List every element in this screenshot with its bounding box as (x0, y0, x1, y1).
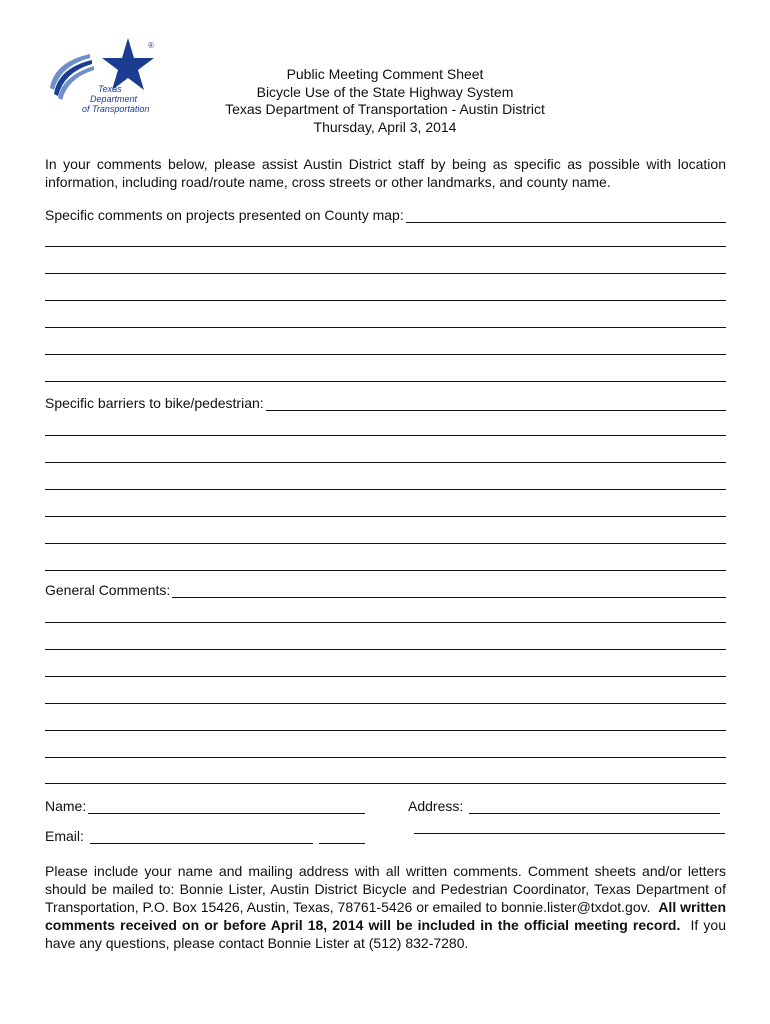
comment-line[interactable] (45, 516, 726, 517)
comment-line[interactable] (45, 354, 726, 355)
footer-text: Please include your name and mailing address with all written comments. Comment sheets and/or letters should be mailed to: Bonnie Lister, Austin District Bicycle and Pedestrian Coordinator, Texas Department of Transportation, P.O. Box 15426, Austin, Texas, 78761-5426 or emailed to bonnie.lister@txdot.gov. (45, 863, 726, 915)
general-comments-label: General Comments: (45, 582, 171, 598)
barriers-input-line[interactable] (266, 396, 726, 411)
email-input-line[interactable] (90, 829, 313, 844)
email-label: Email: (45, 828, 84, 844)
name-input-line[interactable] (88, 799, 365, 814)
comment-line[interactable] (45, 703, 726, 704)
footer-deadline-text: All written comments received on or before April 18, 2014 will be included in the official meeting record. (45, 899, 727, 933)
general-comments-field[interactable] (45, 580, 726, 598)
logo-text-transportation: of Transportation (82, 104, 150, 114)
comment-line[interactable] (45, 757, 726, 758)
address-line-2[interactable] (414, 833, 725, 834)
general-comments-input-line[interactable] (172, 583, 726, 598)
comment-line[interactable] (45, 570, 726, 571)
comment-line[interactable] (45, 246, 726, 247)
name-field[interactable] (45, 796, 365, 814)
footer-paragraph (45, 862, 726, 952)
comment-line[interactable] (45, 543, 726, 544)
address-field[interactable] (408, 796, 720, 814)
footer-contact-text: If you have any questions, please contact Bonnie Lister at (512) 832-7280. (45, 917, 726, 951)
county-map-comments-input-line[interactable] (406, 208, 726, 223)
address-label: Address: (408, 798, 464, 814)
registered-mark: ® (148, 41, 154, 50)
county-map-comments-field[interactable] (45, 205, 726, 223)
comment-line[interactable] (45, 300, 726, 301)
header-subtitle: Bicycle Use of the State Highway System (256, 83, 514, 100)
comment-line[interactable] (45, 489, 726, 490)
barriers-field[interactable] (45, 393, 726, 411)
comment-line[interactable] (45, 462, 726, 463)
comment-line[interactable] (45, 435, 726, 436)
header-title: Public Meeting Comment Sheet (286, 66, 484, 82)
comment-line[interactable] (45, 381, 726, 382)
county-map-comments-label: Specific comments on projects presented on County map: (45, 207, 404, 223)
header-district: Texas Department of Transportation - Austin District (225, 101, 545, 117)
comment-line[interactable] (45, 676, 726, 677)
comment-line[interactable] (45, 783, 726, 784)
document-header (130, 66, 640, 136)
intro-paragraph: In your comments below, please assist Austin District staff by being as specific as possible with location information, including road/route name, cross streets or other landmarks, and county name. (45, 156, 726, 190)
header-date: Thursday, April 3, 2014 (313, 118, 457, 135)
comment-line[interactable] (45, 622, 726, 623)
address-input-line[interactable] (469, 799, 720, 814)
logo-text-texas: Texas (98, 84, 122, 94)
comment-line[interactable] (45, 327, 726, 328)
barriers-label: Specific barriers to bike/pedestrian: (45, 395, 264, 411)
comment-line[interactable] (45, 649, 726, 650)
name-label: Name: (45, 798, 87, 814)
email-input-line-end[interactable] (319, 829, 365, 844)
email-field[interactable] (45, 826, 365, 844)
comment-line[interactable] (45, 273, 726, 274)
logo-text-department: Department (90, 94, 138, 104)
comment-line[interactable] (45, 730, 726, 731)
